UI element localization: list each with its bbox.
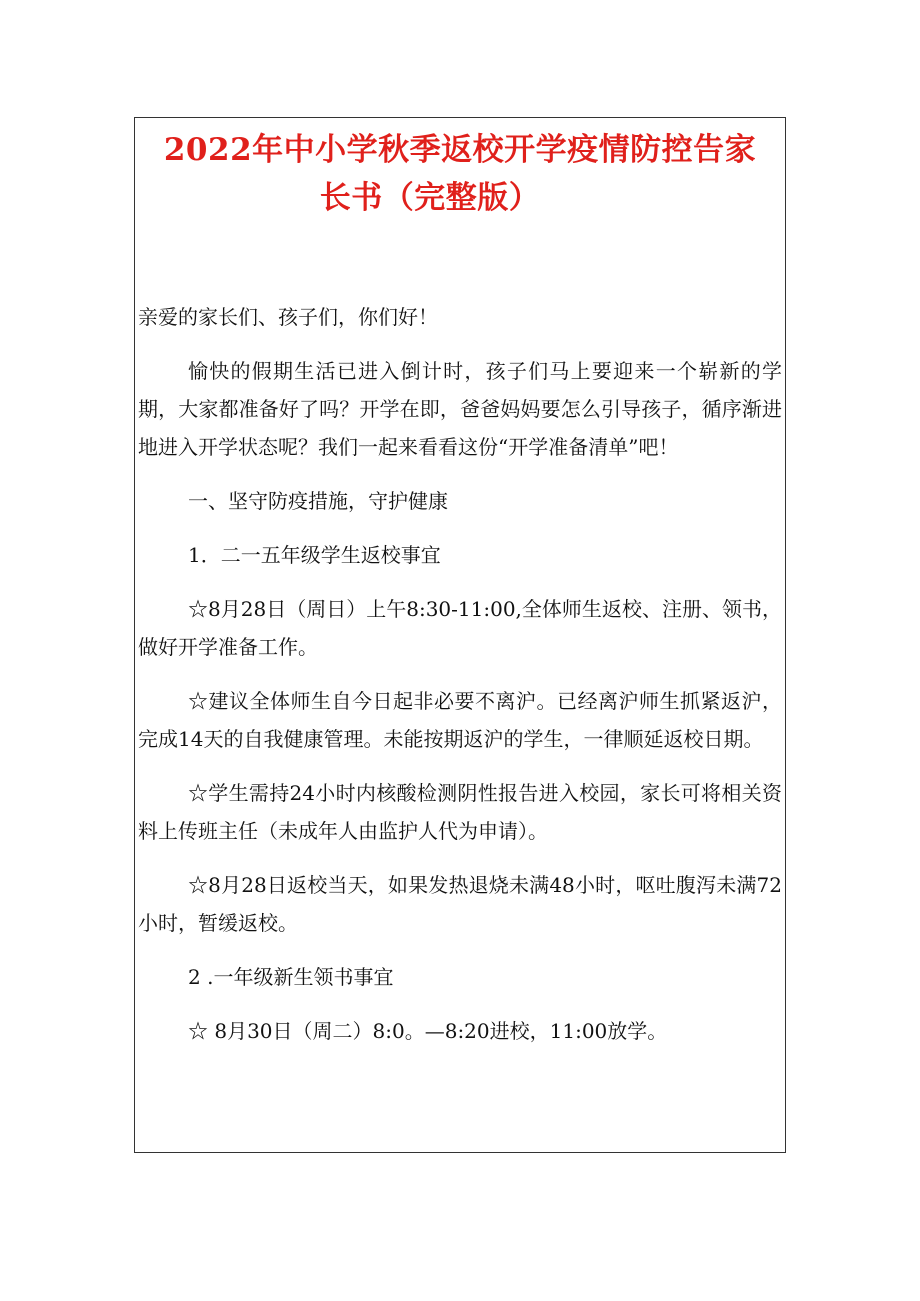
title-line-2: 长书（完整版） [319, 180, 541, 216]
document-page [134, 117, 786, 1153]
subheading-first-grade: 2 .一年级新生领书事宜 [188, 965, 394, 989]
health-condition-paragraph: ☆8月28日返校当天，如果发热退烧未满48小时，呕吐腹泻未满72小时，暂缓返校。 [138, 873, 782, 935]
return-date-paragraph: ☆8月28日（周日）上午8:30-11:00,全体师生返校、注册、领书，做好开学准备工作。 [138, 597, 782, 659]
title-line-1: 2022年中小学秋季返校开学疫情防控告家 [163, 132, 757, 168]
test-report-paragraph: ☆学生需持24小时内核酸检测阴性报告进入校园，家长可将相关资料上传班主任（未成年人由监护人代为申请）。 [138, 781, 782, 843]
greeting-paragraph: 亲爱的家长们、孩子们，你们好！ [138, 305, 438, 329]
section-heading-1: 一、坚守防疫措施，守护健康 [188, 489, 448, 513]
intro-paragraph: 愉快的假期生活已进入倒计时，孩子们马上要迎来一个崭新的学期，大家都准备好了吗？开学在即，爸爸妈妈要怎么引导孩子，循序渐进地进入开学状态呢？我们一起来看看这份“开学准备清单”吧！ [138, 359, 782, 459]
first-grade-schedule-paragraph: ☆ 8月30日（周二）8:0。—8:20进校，11:00放学。 [188, 1019, 668, 1043]
document-body [138, 298, 782, 1050]
subheading-returning-students: 1．二一五年级学生返校事宜 [188, 543, 441, 567]
travel-advice-paragraph: ☆建议全体师生自今日起非必要不离沪。已经离沪师生抓紧返沪，完成14天的自我健康管理。未能按期返沪的学生，一律顺延返校日期。 [138, 689, 782, 751]
document-title [135, 126, 785, 222]
